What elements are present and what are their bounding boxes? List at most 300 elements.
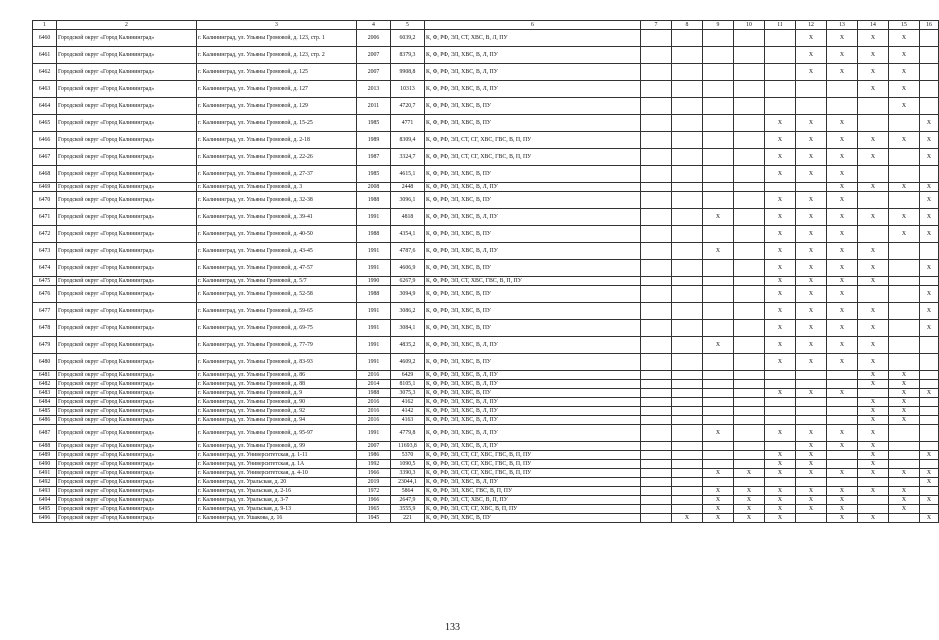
year-built-cell: 1945	[357, 514, 391, 523]
work-year-cell-13: Х	[827, 425, 858, 442]
area-cell: 4818	[391, 209, 425, 226]
address-cell: г. Калининград, ул. Уральская, д. 3-7	[197, 496, 357, 505]
work-year-cell-15	[889, 337, 920, 354]
work-year-cell-7	[641, 98, 672, 115]
row-number-cell: 6493	[33, 487, 57, 496]
column-header-5: 5	[391, 21, 425, 30]
area-cell: 3086,2	[391, 303, 425, 320]
work-year-cell-10	[734, 192, 765, 209]
work-year-cell-14: Х	[858, 277, 889, 286]
municipality-cell: Городской округ «Город Калининград»	[57, 226, 197, 243]
work-year-cell-11	[765, 64, 796, 81]
address-cell: г. Калининград, ул. Ульяны Громовой, д. 39-41	[197, 209, 357, 226]
work-year-cell-10	[734, 371, 765, 380]
table-row	[33, 115, 939, 132]
work-year-cell-14: Х	[858, 371, 889, 380]
table-row	[33, 209, 939, 226]
work-year-cell-8	[672, 98, 703, 115]
work-year-cell-7	[641, 354, 672, 371]
address-cell: г. Калининград, ул. Ульяны Громовой, д. 90	[197, 398, 357, 407]
work-year-cell-14: Х	[858, 460, 889, 469]
work-year-cell-12: Х	[796, 451, 827, 460]
work-year-cell-8	[672, 460, 703, 469]
row-number-cell: 6460	[33, 30, 57, 47]
table-row	[33, 132, 939, 149]
work-year-cell-8	[672, 64, 703, 81]
work-year-cell-11: Х	[765, 469, 796, 478]
work-year-cell-12	[796, 183, 827, 192]
work-year-cell-12: Х	[796, 496, 827, 505]
structural-elements-cell: К, Ф, РФ, ЭЛ, ХВС, В, Л, ПУ	[425, 407, 641, 416]
work-year-cell-13	[827, 380, 858, 389]
work-year-cell-15	[889, 149, 920, 166]
municipality-cell: Городской округ «Город Калининград»	[57, 354, 197, 371]
work-year-cell-7	[641, 260, 672, 277]
work-year-cell-11: Х	[765, 166, 796, 183]
municipality-cell: Городской округ «Город Калининград»	[57, 416, 197, 425]
work-year-cell-8: Х	[672, 514, 703, 523]
row-number-cell: 6490	[33, 460, 57, 469]
municipality-cell: Городской округ «Город Калининград»	[57, 469, 197, 478]
work-year-cell-8	[672, 451, 703, 460]
area-cell: 4615,1	[391, 166, 425, 183]
page-number: 133	[445, 622, 460, 633]
row-number-cell: 6465	[33, 115, 57, 132]
work-year-cell-15	[889, 451, 920, 460]
area-cell: 4720,7	[391, 98, 425, 115]
work-year-cell-11: Х	[765, 320, 796, 337]
work-year-cell-14: Х	[858, 442, 889, 451]
work-year-cell-9	[703, 389, 734, 398]
year-built-cell: 2007	[357, 442, 391, 451]
work-year-cell-7	[641, 460, 672, 469]
work-year-cell-8	[672, 320, 703, 337]
column-header-13: 13	[827, 21, 858, 30]
work-year-cell-12: Х	[796, 505, 827, 514]
work-year-cell-8	[672, 277, 703, 286]
work-year-cell-10	[734, 451, 765, 460]
area-cell: 3094,9	[391, 286, 425, 303]
area-cell: 8105,1	[391, 380, 425, 389]
work-year-cell-11: Х	[765, 209, 796, 226]
column-header-1: 1	[33, 21, 57, 30]
year-built-cell: 1991	[357, 354, 391, 371]
work-year-cell-10	[734, 407, 765, 416]
work-year-cell-15	[889, 260, 920, 277]
address-cell: г. Калининград, ул. Уральская, д. 9-13	[197, 505, 357, 514]
municipality-cell: Городской округ «Город Калининград»	[57, 389, 197, 398]
municipality-cell: Городской округ «Город Калининград»	[57, 460, 197, 469]
work-year-cell-7	[641, 149, 672, 166]
table-row	[33, 286, 939, 303]
address-cell: г. Калининград, ул. Ульяны Громовой, д. 125	[197, 64, 357, 81]
work-year-cell-16	[920, 380, 939, 389]
work-year-cell-15: Х	[889, 47, 920, 64]
work-year-cell-16	[920, 460, 939, 469]
work-year-cell-11: Х	[765, 514, 796, 523]
work-year-cell-15: Х	[889, 505, 920, 514]
work-year-cell-8	[672, 303, 703, 320]
work-year-cell-12	[796, 371, 827, 380]
table-row	[33, 243, 939, 260]
table-row	[33, 407, 939, 416]
address-cell: г. Калининград, ул. Ульяны Громовой, д. 123, стр. 1	[197, 30, 357, 47]
table-row	[33, 380, 939, 389]
work-year-cell-12: Х	[796, 209, 827, 226]
work-year-cell-12: Х	[796, 442, 827, 451]
municipality-cell: Городской округ «Город Калининград»	[57, 442, 197, 451]
work-year-cell-13: Х	[827, 496, 858, 505]
work-year-cell-14: Х	[858, 380, 889, 389]
municipality-cell: Городской округ «Город Калининград»	[57, 98, 197, 115]
work-year-cell-9	[703, 303, 734, 320]
work-year-cell-14: Х	[858, 407, 889, 416]
work-year-cell-16: Х	[920, 260, 939, 277]
work-year-cell-10	[734, 277, 765, 286]
work-year-cell-12: Х	[796, 132, 827, 149]
year-built-cell: 1991	[357, 260, 391, 277]
structural-elements-cell: К, Ф, РФ, ЭЛ, ХВС, В, ПУ	[425, 115, 641, 132]
work-year-cell-12: Х	[796, 286, 827, 303]
table-row	[33, 81, 939, 98]
work-year-cell-11: Х	[765, 286, 796, 303]
work-year-cell-12: Х	[796, 47, 827, 64]
work-year-cell-10	[734, 286, 765, 303]
work-year-cell-16	[920, 277, 939, 286]
structural-elements-cell: К, Ф, РФ, ЭЛ, ХВС, В, Л, ПУ	[425, 442, 641, 451]
work-year-cell-10	[734, 64, 765, 81]
table-body	[33, 30, 939, 523]
year-built-cell: 2016	[357, 407, 391, 416]
work-year-cell-13	[827, 398, 858, 407]
address-cell: г. Калининград, ул. Ульяны Громовой, д. 47-57	[197, 260, 357, 277]
work-year-cell-7	[641, 514, 672, 523]
work-year-cell-16: Х	[920, 149, 939, 166]
work-year-cell-15: Х	[889, 98, 920, 115]
work-year-cell-12	[796, 478, 827, 487]
municipality-cell: Городской округ «Город Калининград»	[57, 47, 197, 64]
work-year-cell-7	[641, 243, 672, 260]
year-built-cell: 2007	[357, 47, 391, 64]
work-year-cell-13: Х	[827, 166, 858, 183]
area-cell: 11693,8	[391, 442, 425, 451]
work-year-cell-8	[672, 487, 703, 496]
work-year-cell-15	[889, 243, 920, 260]
work-year-cell-14: Х	[858, 132, 889, 149]
work-year-cell-14	[858, 496, 889, 505]
area-cell: 4162	[391, 398, 425, 407]
column-header-3: 3	[197, 21, 357, 30]
work-year-cell-15	[889, 115, 920, 132]
row-number-cell: 6487	[33, 425, 57, 442]
work-year-cell-15: Х	[889, 380, 920, 389]
work-year-cell-7	[641, 192, 672, 209]
row-number-cell: 6482	[33, 380, 57, 389]
table-row	[33, 460, 939, 469]
address-cell: г. Калининград, ул. Ульяны Громовой, д. 9	[197, 389, 357, 398]
row-number-cell: 6468	[33, 166, 57, 183]
municipality-cell: Городской округ «Город Калининград»	[57, 277, 197, 286]
work-year-cell-15: Х	[889, 30, 920, 47]
work-year-cell-8	[672, 226, 703, 243]
work-year-cell-10: Х	[734, 496, 765, 505]
address-cell: г. Калининград, ул. Ульяны Громовой, д. 129	[197, 98, 357, 115]
work-year-cell-10	[734, 380, 765, 389]
address-cell: г. Калининград, ул. Ульяны Громовой, д. 83-93	[197, 354, 357, 371]
municipality-cell: Городской округ «Город Калининград»	[57, 320, 197, 337]
work-year-cell-10	[734, 166, 765, 183]
structural-elements-cell: К, Ф, РФ, ЭЛ, ХВС, В, ПУ	[425, 260, 641, 277]
year-built-cell: 2014	[357, 380, 391, 389]
work-year-cell-7	[641, 132, 672, 149]
work-year-cell-9	[703, 286, 734, 303]
row-number-cell: 6484	[33, 398, 57, 407]
municipality-cell: Городской округ «Город Калининград»	[57, 496, 197, 505]
work-year-cell-12: Х	[796, 149, 827, 166]
area-cell: 2448	[391, 183, 425, 192]
column-header-16: 16	[920, 21, 939, 30]
column-header-11: 11	[765, 21, 796, 30]
work-year-cell-8	[672, 192, 703, 209]
address-cell: г. Калининград, ул. Ульяны Громовой, д. 3	[197, 183, 357, 192]
work-year-cell-12: Х	[796, 337, 827, 354]
structural-elements-cell: К, Ф, РФ, ЭЛ, СТ, ХВС, В, П, ПУ	[425, 496, 641, 505]
address-cell: г. Калининград, ул. Уральская, д. 20	[197, 478, 357, 487]
work-year-cell-12: Х	[796, 425, 827, 442]
work-year-cell-11: Х	[765, 487, 796, 496]
table-row	[33, 192, 939, 209]
work-year-cell-10	[734, 442, 765, 451]
work-year-cell-8	[672, 337, 703, 354]
row-number-cell: 6467	[33, 149, 57, 166]
structural-elements-cell: К, Ф, РФ, ЭЛ, ХВС, В, ПУ	[425, 320, 641, 337]
work-year-cell-9	[703, 226, 734, 243]
work-year-cell-8	[672, 478, 703, 487]
work-year-cell-9	[703, 192, 734, 209]
year-built-cell: 1986	[357, 451, 391, 460]
structural-elements-cell: К, Ф, РФ, ЭЛ, ХВС, В, ПУ	[425, 226, 641, 243]
work-year-cell-11	[765, 81, 796, 98]
municipality-cell: Городской округ «Город Калининград»	[57, 303, 197, 320]
work-year-cell-11	[765, 407, 796, 416]
area-cell: 4771	[391, 115, 425, 132]
table-row	[33, 226, 939, 243]
year-built-cell: 1987	[357, 149, 391, 166]
work-year-cell-15: Х	[889, 81, 920, 98]
work-year-cell-13: Х	[827, 260, 858, 277]
address-cell: г. Калининград, ул. Ульяны Громовой, д. 86	[197, 371, 357, 380]
work-year-cell-8	[672, 469, 703, 478]
work-year-cell-8	[672, 209, 703, 226]
work-year-cell-12: Х	[796, 260, 827, 277]
table-row	[33, 487, 939, 496]
work-year-cell-13: Х	[827, 303, 858, 320]
work-year-cell-7	[641, 496, 672, 505]
work-year-cell-8	[672, 149, 703, 166]
work-year-cell-12: Х	[796, 243, 827, 260]
work-year-cell-14: Х	[858, 47, 889, 64]
year-built-cell: 2016	[357, 416, 391, 425]
address-cell: г. Калининград, ул. Ушакова, д. 16	[197, 514, 357, 523]
area-cell: 6039,2	[391, 30, 425, 47]
work-year-cell-9: Х	[703, 469, 734, 478]
municipality-cell: Городской округ «Город Калининград»	[57, 407, 197, 416]
work-year-cell-11: Х	[765, 243, 796, 260]
work-year-cell-15	[889, 320, 920, 337]
work-year-cell-10	[734, 425, 765, 442]
work-year-cell-14: Х	[858, 30, 889, 47]
year-built-cell: 2007	[357, 64, 391, 81]
work-year-cell-7	[641, 30, 672, 47]
work-year-cell-7	[641, 81, 672, 98]
work-year-cell-14: Х	[858, 260, 889, 277]
address-cell: г. Калининград, ул. Университетская, д. 1А	[197, 460, 357, 469]
work-year-cell-14: Х	[858, 514, 889, 523]
year-built-cell: 1991	[357, 209, 391, 226]
municipality-cell: Городской округ «Город Калининград»	[57, 478, 197, 487]
row-number-cell: 6466	[33, 132, 57, 149]
year-built-cell: 1988	[357, 286, 391, 303]
row-number-cell: 6474	[33, 260, 57, 277]
structural-elements-cell: К, Ф, РФ, ЭЛ, ХВС, В, ПУ	[425, 166, 641, 183]
area-cell: 4354,1	[391, 226, 425, 243]
table-row	[33, 183, 939, 192]
work-year-cell-8	[672, 442, 703, 451]
work-year-cell-10	[734, 226, 765, 243]
work-year-cell-15: Х	[889, 209, 920, 226]
area-cell: 1090,5	[391, 460, 425, 469]
work-year-cell-10	[734, 303, 765, 320]
year-built-cell: 2016	[357, 371, 391, 380]
work-year-cell-9: Х	[703, 514, 734, 523]
address-cell: г. Калининград, ул. Ульяны Громовой, д. 123, стр. 2	[197, 47, 357, 64]
work-year-cell-15: Х	[889, 183, 920, 192]
work-year-cell-13	[827, 478, 858, 487]
work-year-cell-10: Х	[734, 514, 765, 523]
work-year-cell-13	[827, 407, 858, 416]
structural-elements-cell: К, Ф, РФ, ЭЛ, ХВС, В, Л, ПУ	[425, 425, 641, 442]
work-year-cell-11: Х	[765, 496, 796, 505]
work-year-cell-14: Х	[858, 451, 889, 460]
row-number-cell: 6478	[33, 320, 57, 337]
column-header-15: 15	[889, 21, 920, 30]
work-year-cell-16	[920, 30, 939, 47]
work-year-cell-10: Х	[734, 469, 765, 478]
work-year-cell-9	[703, 260, 734, 277]
work-year-cell-8	[672, 407, 703, 416]
work-year-cell-8	[672, 425, 703, 442]
work-year-cell-10	[734, 354, 765, 371]
municipality-cell: Городской округ «Город Калининград»	[57, 337, 197, 354]
area-cell: 3096,1	[391, 192, 425, 209]
table-row	[33, 398, 939, 407]
year-built-cell: 1991	[357, 320, 391, 337]
work-year-cell-9	[703, 98, 734, 115]
area-cell: 4142	[391, 407, 425, 416]
work-year-cell-12	[796, 407, 827, 416]
area-cell: 9908,8	[391, 64, 425, 81]
work-year-cell-11	[765, 98, 796, 115]
work-year-cell-15	[889, 166, 920, 183]
work-year-cell-11	[765, 30, 796, 47]
year-built-cell: 2016	[357, 398, 391, 407]
work-year-cell-12: Х	[796, 303, 827, 320]
work-year-cell-8	[672, 380, 703, 389]
structural-elements-cell: К, Ф, РФ, ЭЛ, ХВС, В, Л, ПУ	[425, 380, 641, 389]
work-year-cell-13	[827, 371, 858, 380]
table-row	[33, 354, 939, 371]
work-year-cell-10	[734, 81, 765, 98]
area-cell: 4779,8	[391, 425, 425, 442]
work-year-cell-13: Х	[827, 226, 858, 243]
work-year-cell-16: Х	[920, 469, 939, 478]
work-year-cell-14: Х	[858, 81, 889, 98]
address-cell: г. Калининград, ул. Ульяны Громовой, д. 5/7	[197, 277, 357, 286]
structural-elements-cell: К, Ф, РФ, ЭЛ, ХВС, В, Л, ПУ	[425, 243, 641, 260]
column-header-4: 4	[357, 21, 391, 30]
year-built-cell: 1985	[357, 115, 391, 132]
work-year-cell-13: Х	[827, 183, 858, 192]
work-year-cell-12: Х	[796, 389, 827, 398]
work-year-cell-8	[672, 416, 703, 425]
row-number-cell: 6480	[33, 354, 57, 371]
work-year-cell-11: Х	[765, 451, 796, 460]
work-year-cell-16	[920, 81, 939, 98]
structural-elements-cell: К, Ф, РФ, ЭЛ, ХВС, В, Л, ПУ	[425, 416, 641, 425]
municipality-cell: Городской округ «Город Калининград»	[57, 380, 197, 389]
structural-elements-cell: К, Ф, РФ, ЭЛ, СТ, ХВС, ГВС, В, П, ПУ	[425, 277, 641, 286]
area-cell: 5864	[391, 487, 425, 496]
work-year-cell-11: Х	[765, 505, 796, 514]
work-year-cell-8	[672, 505, 703, 514]
row-number-cell: 6475	[33, 277, 57, 286]
work-year-cell-8	[672, 132, 703, 149]
work-year-cell-13: Х	[827, 505, 858, 514]
work-year-cell-8	[672, 496, 703, 505]
structural-elements-cell: К, Ф, РФ, ЭЛ, ХВС, В, ПУ	[425, 286, 641, 303]
area-cell: 221	[391, 514, 425, 523]
structural-elements-cell: К, Ф, РФ, ЭЛ, СТ, СГ, ХВС, ГВС, В, П, ПУ	[425, 451, 641, 460]
work-year-cell-7	[641, 442, 672, 451]
work-year-cell-11: Х	[765, 425, 796, 442]
work-year-cell-16	[920, 47, 939, 64]
work-year-cell-8	[672, 354, 703, 371]
structural-elements-cell: К, Ф, РФ, ЭЛ, СТ, СГ, ХВС, ГВС, В, П, ПУ	[425, 460, 641, 469]
year-built-cell: 2013	[357, 81, 391, 98]
year-built-cell: 1990	[357, 277, 391, 286]
row-number-cell: 6479	[33, 337, 57, 354]
work-year-cell-16: Х	[920, 286, 939, 303]
year-built-cell: 1991	[357, 337, 391, 354]
work-year-cell-14: Х	[858, 337, 889, 354]
work-year-cell-13: Х	[827, 286, 858, 303]
structural-elements-cell: К, Ф, РФ, ЭЛ, ХВС, В, ПУ	[425, 514, 641, 523]
row-number-cell: 6471	[33, 209, 57, 226]
work-year-cell-7	[641, 277, 672, 286]
work-year-cell-9	[703, 183, 734, 192]
work-year-cell-12: Х	[796, 354, 827, 371]
table-row	[33, 425, 939, 442]
row-number-cell: 6461	[33, 47, 57, 64]
structural-elements-cell: К, Ф, РФ, ЭЛ, ХВС, В, ПУ	[425, 98, 641, 115]
work-year-cell-10	[734, 183, 765, 192]
column-header-12: 12	[796, 21, 827, 30]
work-year-cell-9	[703, 320, 734, 337]
work-year-cell-13: Х	[827, 209, 858, 226]
address-cell: г. Калининград, ул. Уральская, д. 2-16	[197, 487, 357, 496]
work-year-cell-8	[672, 115, 703, 132]
work-year-cell-14	[858, 115, 889, 132]
